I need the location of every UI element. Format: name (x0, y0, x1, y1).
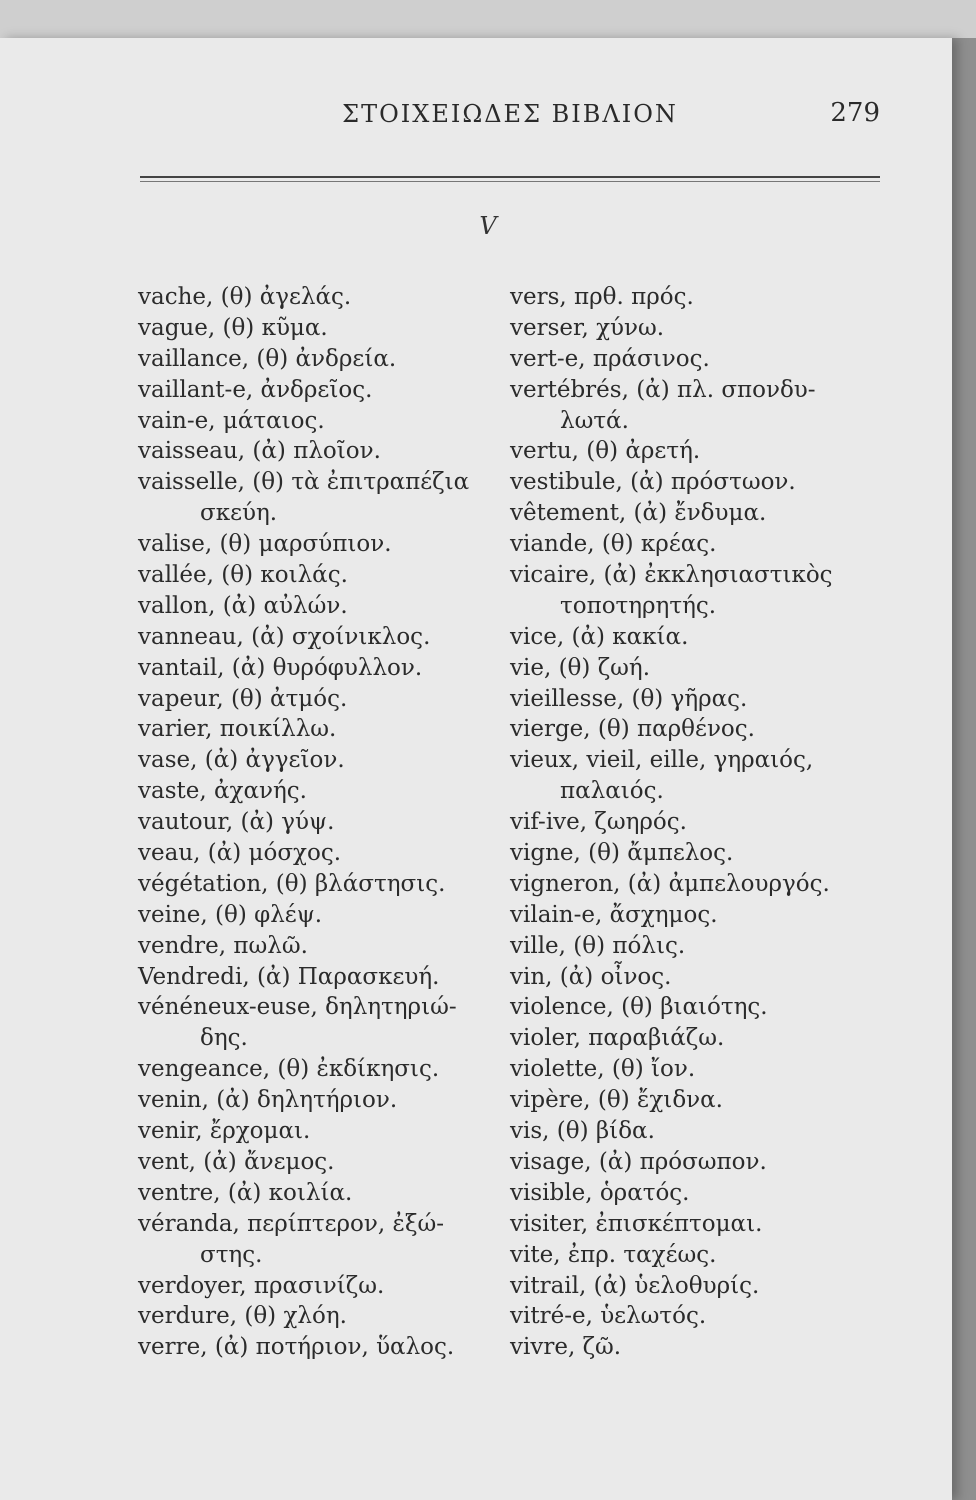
dictionary-entry: verre, (ἀ) ποτήριον, ὕαλος. (138, 1334, 455, 1361)
dictionary-entry: vin, (ἀ) οἶνος. (510, 963, 672, 990)
dictionary-entry: vivre, ζῶ. (510, 1334, 622, 1361)
dictionary-entry: vengeance, (θ) ἐκδίκησις. (138, 1056, 440, 1083)
dictionary-entry: violer, παραβιάζω. (510, 1025, 725, 1052)
dictionary-entry: viande, (θ) κρέας. (510, 531, 717, 558)
dictionary-entry: vite, ἐπρ. ταχέως. (510, 1241, 717, 1268)
dictionary-entry: vieux, vieil, eille, γηραιός, (510, 747, 814, 774)
dictionary-entry: vanneau, (ἀ) σχοίνικλος. (138, 623, 431, 650)
scan-top-strip (0, 0, 976, 38)
dictionary-entry: veine, (θ) φλέψ. (138, 901, 323, 928)
dictionary-entry: vis, (θ) βίδα. (510, 1118, 655, 1145)
dictionary-entry: violette, (θ) ἴον. (510, 1056, 696, 1083)
dictionary-entry: vaillant-e, ἀνδρεῖος. (138, 376, 373, 403)
dictionary-entry: vantail, (ἀ) θυρόφυλλον. (138, 654, 423, 681)
dictionary-entry: vallon, (ἀ) αὐλών. (138, 592, 348, 619)
dictionary-entry: vicaire, (ἀ) ἐκκλησιαστικὸς (510, 562, 833, 589)
dictionary-entry: verdoyer, πρασινίζω. (138, 1272, 385, 1299)
dictionary-entry: vache, (θ) ἀγελάς. (138, 284, 352, 310)
dictionary-entry: vendre, πωλῶ. (138, 932, 308, 959)
dictionary-entry: venin, (ἀ) δηλητήριον. (138, 1087, 398, 1114)
dictionary-entry: vigne, (θ) ἄμπελος. (510, 840, 734, 867)
dictionary-entry: valise, (θ) μαρσύπιον. (138, 531, 392, 558)
dictionary-entry-continuation: στης. (200, 1241, 263, 1268)
dictionary-entry: verser, χύνω. (510, 314, 665, 341)
dictionary-entry: venir, ἔρχομαι. (138, 1118, 311, 1145)
dictionary-entry: vent, (ἀ) ἄνεμος. (138, 1148, 335, 1175)
dictionary-entry: vêtement, (ἀ) ἔνδυμα. (510, 500, 767, 527)
dictionary-entry: vieillesse, (θ) γῆρας. (510, 685, 748, 712)
section-letter: V (479, 212, 497, 240)
dictionary-entry: vénéneux-euse, δηλητηριώ- (138, 994, 457, 1021)
dictionary-entry: véranda, περίπτερον, ἐξώ- (138, 1210, 445, 1237)
dictionary-entry-continuation: σκεύη. (200, 500, 278, 527)
dictionary-entry: veau, (ἀ) μόσχος. (138, 840, 342, 867)
dictionary-entry-continuation: λωτά. (560, 407, 629, 434)
dictionary-entry: vilain-e, ἄσχημος. (510, 901, 718, 928)
dictionary-entry: vaste, ἀχανής. (138, 778, 307, 805)
dictionary-entry: vert-e, πράσινος. (510, 345, 710, 372)
dictionary-entry: vie, (θ) ζωή. (510, 654, 650, 681)
left-column (138, 282, 508, 1363)
page-number: 279 (830, 98, 880, 128)
dictionary-entry: Vendredi, (ἀ) Παρασκευή. (138, 963, 440, 990)
dictionary-entry: vallée, (θ) κοιλάς. (138, 562, 348, 589)
dictionary-entry-continuation: δης. (200, 1025, 248, 1052)
page-header (140, 96, 880, 136)
dictionary-entry: vestibule, (ἀ) πρόστωον. (510, 469, 796, 496)
dictionary-entry: vertu, (θ) ἀρετή. (510, 438, 701, 465)
dictionary-entry: vautour, (ἀ) γύψ. (138, 809, 335, 836)
dictionary-entry: visage, (ἀ) πρόσωπον. (510, 1148, 767, 1175)
dictionary-entry: vaisselle, (θ) τὰ ἐπιτραπέζια (138, 469, 470, 496)
dictionary-entry: ventre, (ἀ) κοιλία. (138, 1179, 353, 1206)
dictionary-entry: vice, (ἀ) κακία. (510, 623, 689, 650)
dictionary-entry: vaisseau, (ἀ) πλοῖον. (138, 438, 381, 465)
dictionary-entry: vigneron, (ἀ) ἀμπελουργός. (510, 870, 830, 897)
dictionary-entry: vapeur, (θ) ἀτμός. (138, 685, 348, 712)
dictionary-entry: varier, ποικίλλω. (138, 716, 337, 743)
dictionary-entry: vain-e, μάταιος. (138, 407, 325, 434)
dictionary-entry: vers, πρθ. πρός. (510, 284, 694, 310)
dictionary-entry: ville, (θ) πόλις. (510, 932, 686, 959)
dictionary-entry-continuation: τοποτηρητής. (560, 592, 717, 619)
dictionary-entry: vase, (ἀ) ἀγγεῖον. (138, 747, 345, 774)
dictionary-entry: vierge, (θ) παρθένος. (510, 716, 755, 743)
dictionary-entry: violence, (θ) βιαιότης. (510, 994, 768, 1021)
dictionary-entry: vitré-e, ὑελωτός. (510, 1303, 707, 1330)
header-rule (140, 176, 880, 182)
right-column (510, 282, 870, 1363)
dictionary-entry: vague, (θ) κῦμα. (138, 314, 328, 341)
dictionary-entry: vaillance, (θ) ἀνδρεία. (138, 345, 397, 372)
dictionary-entry: vipère, (θ) ἔχιδνα. (510, 1087, 723, 1114)
dictionary-entry: visible, ὁρατός. (510, 1179, 690, 1206)
dictionary-entry: végétation, (θ) βλάστησις. (138, 870, 446, 897)
dictionary-entry-continuation: παλαιός. (560, 778, 664, 805)
dictionary-entry: vif-ive, ζωηρός. (510, 809, 687, 836)
running-head: ΣΤΟΙΧΕΙΩΔΕΣ ΒΙΒΛΙΟΝ (342, 100, 678, 128)
dictionary-entry: vertébrés, (ἀ) πλ. σπονδυ- (510, 376, 816, 403)
dictionary-entry: vitrail, (ἀ) ὑελοθυρίς. (510, 1272, 760, 1299)
dictionary-entry: visiter, ἐπισκέπτομαι. (510, 1210, 763, 1237)
dictionary-entry: verdure, (θ) χλόη. (138, 1303, 347, 1330)
